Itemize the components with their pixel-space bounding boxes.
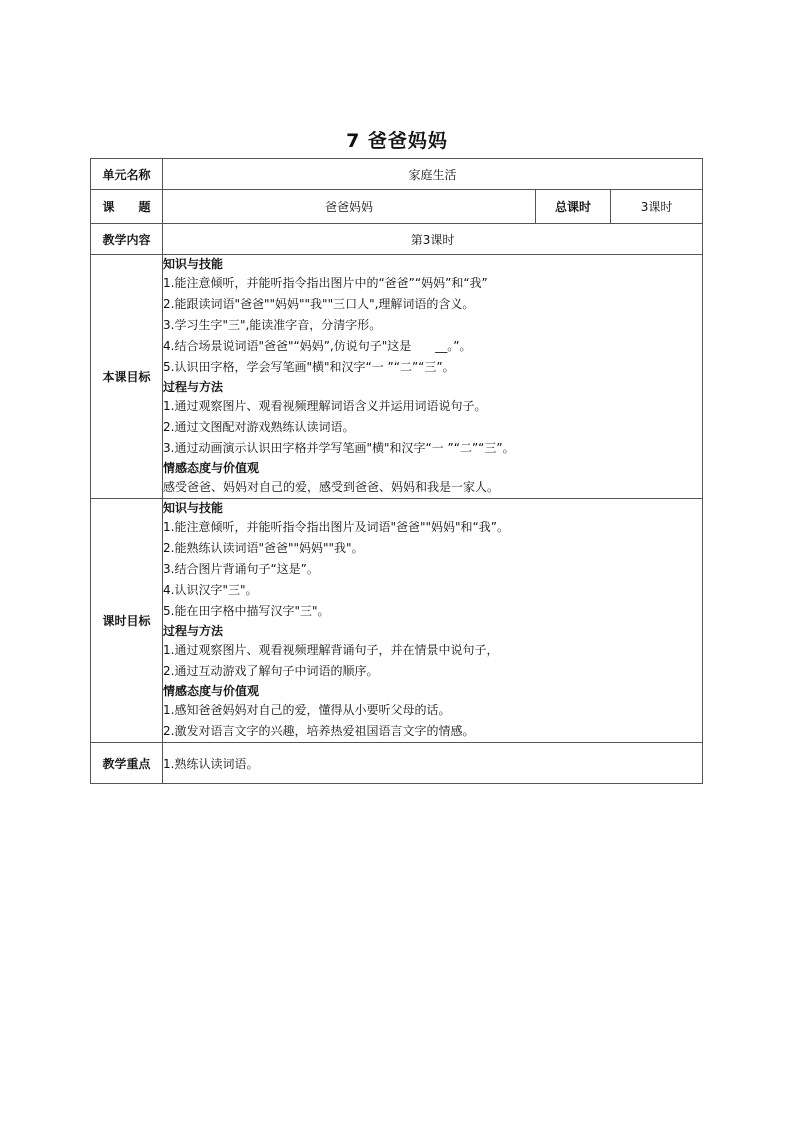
page-title: 7 爸爸妈妈 [346,130,448,152]
content-value: 第3课时 [163,224,703,255]
goal-item: 1.通过观察图片、观看视频理解背诵句子，并在情景中说句子， [163,643,499,657]
goal-item: 4.结合场景说词语"爸爸"“妈妈”,仿说句子"这是 __。”。 [163,339,472,353]
goal-item: 5.能在田字格中描写汉字"三"。 [163,604,330,618]
goal-item: 2.激发对语言文字的兴趣，培养热爱祖国语言文字的情感。 [163,724,475,738]
goal-item: 1.通过观察图片、观看视频理解词语含义并运用词语说句子。 [163,399,487,413]
section-heading: 知识与技能 [163,257,224,271]
goal-item: 2.能熟练认读词语"爸爸""妈妈""我"。 [163,541,364,555]
unit-row [91,159,703,190]
lesson-value: 爸爸妈妈 [163,190,536,224]
period-goals-row [91,499,703,743]
unit-label: 单元名称 [91,159,163,190]
unit-value: 家庭生活 [163,159,703,190]
goal-item: 3.结合图片背诵句子“这是”。 [163,562,319,576]
section-heading: 知识与技能 [163,501,224,515]
lesson-goals-label: 本课目标 [91,255,163,499]
goal-item: 1.能注意倾听，并能听指令指出图片中的“爸爸”“妈妈”和“我” [163,276,488,290]
goal-item: 2.能跟读词语"爸爸""妈妈""我""三口人",理解词语的含义。 [163,297,475,311]
content-row [91,224,703,255]
goal-item: 1.感知爸爸妈妈对自己的爱，懂得从小要听父母的话。 [163,703,451,717]
focus-row [91,743,703,784]
lesson-goals-row [91,255,703,499]
period-goals-label: 课时目标 [91,499,163,743]
content-label: 教学内容 [91,224,163,255]
section-heading: 过程与方法 [163,624,224,638]
section-heading: 情感态度与价值观 [163,461,260,475]
period-goals-content [163,499,703,743]
total-hours-label: 总课时 [536,190,611,224]
goal-item: 2.通过互动游戏了解句子中词语的顺序。 [163,664,379,678]
focus-label: 教学重点 [91,743,163,784]
goal-item: 4.认识汉字"三"。 [163,583,258,597]
goal-item: 3.学习生字"三",能读准字音，分清字形。 [163,318,382,332]
section-heading: 过程与方法 [163,380,224,394]
goal-item: 感受爸爸、妈妈对自己的爱，感受到爸爸、妈妈和我是一家人。 [163,480,500,494]
goal-item: 5.认识田字格，学会写笔画"横"和汉字“一 ”“二”“三”。 [163,360,455,374]
lesson-plan-table [90,158,703,784]
goal-item: 1.能注意倾听，并能听指令指出图片及词语"爸爸""妈妈"和“我”。 [163,520,509,534]
goal-item: 3.通过动画演示认识田字格并学写笔画"横"和汉字“一 ”“二”“三”。 [163,441,515,455]
focus-value: 1.熟练认读词语。 [163,743,703,784]
section-heading: 情感态度与价值观 [163,684,260,698]
lesson-row [91,190,703,224]
goal-item: 2.通过文图配对游戏熟练认读词语。 [163,420,355,434]
lesson-label: 课 题 [91,190,163,224]
total-hours-value: 3课时 [611,190,703,224]
lesson-goals-content [163,255,703,499]
